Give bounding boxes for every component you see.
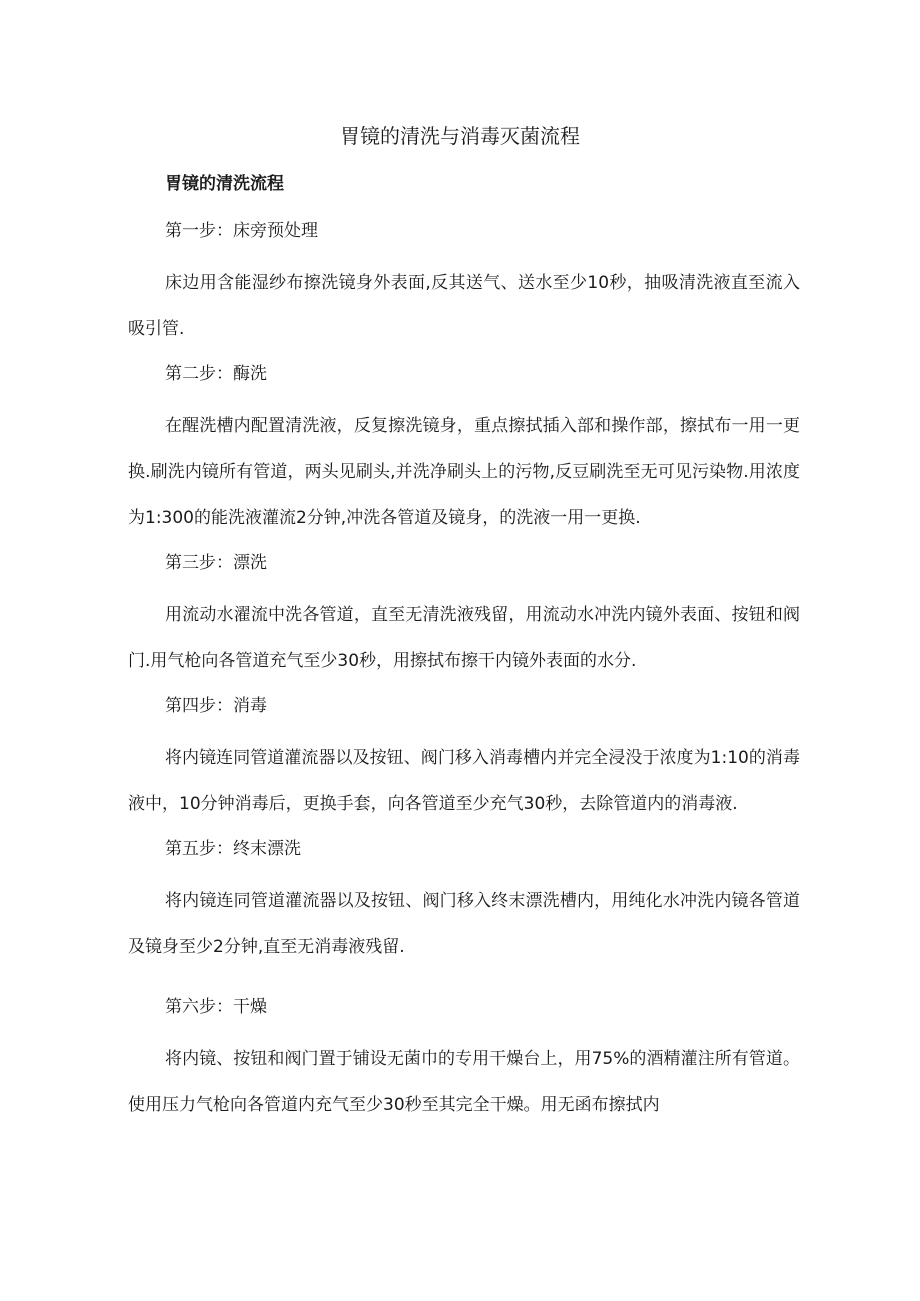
step-5-title: 第五步：终末漂洗 [165,839,301,859]
step-4-title: 第四步：消毒 [165,696,267,716]
step-6-title: 第六步：干燥 [165,997,267,1017]
document-title: 胃镜的清洗与消毒灭菌流程 [340,124,580,148]
step-1-body: 床边用含能湿纱布擦洗镜身外表面,反其送气、送水至少10秒，抽吸清洗液直至流入吸引管. [128,273,800,339]
step-5-body: 将内镜连同管道灌流器以及按钮、阀门移入终末漂洗槽内，用纯化水冲洗内镜各管道及镜身至少2分钟,直至无消毒液残留. [128,891,800,957]
section-heading: 胃镜的清洗流程 [165,174,284,194]
step-1-title: 第一步：床旁预处理 [165,221,318,241]
step-4-body: 将内镜连同管道灌流器以及按钮、阀门移入消毒槽内并完全浸没于浓度为1:10的消毒液中，10分钟消毒后，更换手套，向各管道至少充气30秒，去除管道内的消毒液. [128,748,800,814]
step-2-body: 在醒洗槽内配置清洗液，反复擦洗镜身，重点擦拭插入部和操作部，擦拭布一用一更换.刷洗内镜所有管道，两头见刷头,并洗净刷头上的污物,反豆刷洗至无可见污染物.用浓度为1:300的能洗液灌流2分钟,冲洗各管道及镜身，的洗液一用一更换. [128,416,800,528]
document-content [128,216,800,1128]
step-6-body: 将内镜、按钮和阀门置于铺设无菌巾的专用干燥台上，用75%的酒精灌注所有管道。使用压力气枪向各管道内充气至少30秒至其完全干燥。用无函布擦拭内 [128,1049,800,1115]
step-3-title: 第三步：漂洗 [165,553,267,573]
step-2-title: 第二步：酶洗 [165,364,267,384]
step-3-body: 用流动水濯流中洗各管道，直至无清洗液残留，用流动水冲洗内镜外表面、按钮和阀门.用气枪向各管道充气至少30秒，用擦拭布擦干内镜外表面的水分. [128,605,800,671]
